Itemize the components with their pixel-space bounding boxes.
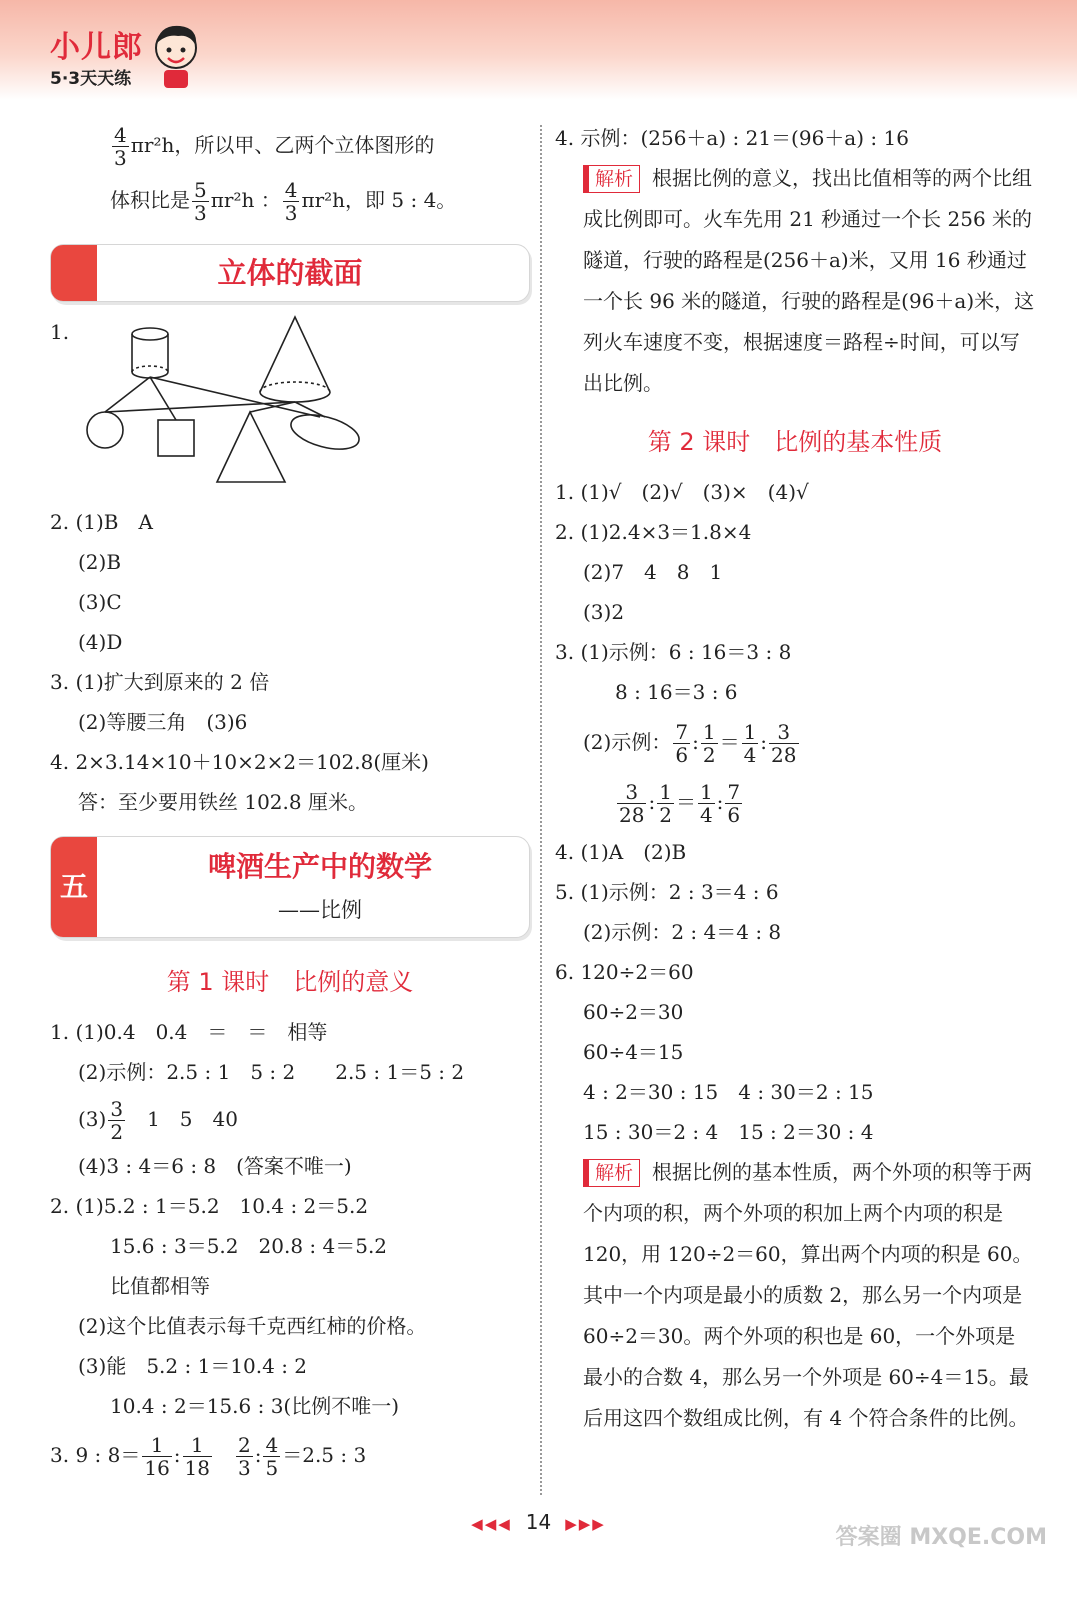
fraction: $\frac{4}{5}$ [265,1433,279,1480]
analysis-label: 解析 [583,165,640,193]
answer-line: 2. (1)5.2 : 1＝5.2 10.4 : 2＝5.2 [50,1194,369,1218]
answer-line: (2)7 4 8 1 [583,560,723,584]
answer-line: 60÷2＝30 [583,1000,684,1024]
left-column [50,120,530,1484]
answer-line: (2)示例：2 : 4＝4 : 8 [583,920,782,944]
answer-line: 8 : 16＝3 : 6 [615,680,738,704]
answer-line: 1. (1)0.4 0.4 ＝ ＝ 相等 [50,1020,328,1044]
matching-diagram [80,312,400,502]
fraction: $\frac{7}{6}$ [675,720,689,767]
column-divider [540,125,542,1495]
answer-line: 4. 2×3.14×10＋10×2×2＝102.8(厘米) [50,750,429,774]
fraction: $\frac{1}{16}$ [144,1433,170,1480]
lesson-title: 第 1 课时 比例的意义 [166,968,414,996]
answer-line: 比值都相等 [110,1274,210,1298]
answer-line: 6. 120÷2＝60 [555,960,694,984]
section-banner [50,244,530,302]
fraction: $\frac{2}{3}$ [238,1433,251,1480]
analysis-label: 解析 [583,1159,640,1187]
answer-line: (4)3 : 4＝6 : 8 (答案不唯一) [78,1154,352,1178]
answer-line: (2)B [78,550,122,574]
page-number: 14 [525,1510,552,1534]
answer-line: (3)2 [583,600,625,624]
intro-line-2: 体积比是 $\frac{5}{3}$ πr²h ： $\frac{4}{3}$ πr²h，即 5 : 4。 [110,178,457,225]
intro-line-1: $\frac{4}{3}$ πr²h，所以甲、乙两个立体图形的 [114,123,435,170]
answer-line: 60÷4＝15 [583,1040,684,1064]
analysis-paragraph: 解析 根据比例的意义，找出比值相等的两个比组成比例即可。火车先用 21 秒通过一个长 256 米的隧道，行驶的路程是(256＋a)米，又用 16 秒通过一个长 96 米的隧道，行驶的路程是(96＋a)米，这列火车速度不变，根据速度＝路程÷时间，可以写出比例。 [583,166,1035,395]
answer-line: 5. (1)示例：2 : 3＝4 : 6 [555,880,779,904]
answer-line: (4)D [78,630,123,654]
fraction: $\frac{7}{6}$ [727,780,741,827]
fraction: $\frac{4}{3}$ [284,178,298,225]
mascot-icon [150,20,202,90]
unit-title: 啤酒生产中的数学 [207,850,432,883]
answer-line: (3)能 5.2 : 1＝10.4 : 2 [78,1354,308,1378]
answer-line: 3. 9 : 8＝ $\frac{1}{16}$ : $\frac{1}{18}$ $\frac{2}{3}$ : $\frac{4}{5}$ ＝2.5 : 3 [50,1433,367,1480]
fraction: $\frac{1}{2}$ [702,720,716,767]
fraction: $\frac{3}{28}$ [771,720,797,767]
logo-subtitle: 5·3天天练 [50,69,132,89]
analysis-paragraph: 解析 根据比例的基本性质，两个外项的积等于两个内项的积，两个外项的积加上两个内项的积是 120，用 120÷2＝60，算出两个内项的积是 60。其中一个内项是最小的质数 2，那么另一个内项是 60÷2＝30。两个外项的积也是 60，一个外项是最小的合数 4，那么另一个外项是 60÷4＝15。最后用这四个数组成比例，有 4 个符合条件的比例。 [583,1160,1033,1430]
answer-line: 15 : 30＝2 : 4 15 : 2＝30 : 4 [583,1120,874,1144]
answer-line: 2. (1)B A [50,510,153,534]
fraction: $\frac{1}{4}$ [699,780,713,827]
next-arrows-icon: ▶▶▶ [565,1515,606,1533]
fraction: $\frac{1}{2}$ [659,780,672,827]
answer-line: $\frac{3}{28}$ : $\frac{1}{2}$ ＝ $\frac{1}{4}$ : $\frac{7}{6}$ [619,780,741,827]
answer-line: (2)示例：2.5 : 1 5 : 2 2.5 : 1＝5 : 2 [78,1060,465,1084]
answer-line: (2)示例： $\frac{7}{6}$ : $\frac{1}{2}$ ＝ $\frac{1}{4}$ : $\frac{3}{28}$ [583,720,797,767]
right-column [555,118,1035,1439]
brand-logo [50,22,143,89]
answer-line: 4 : 2＝30 : 15 4 : 30＝2 : 15 [583,1080,874,1104]
unit-subtitle: ——比例 [278,898,362,922]
answer-line: (2)这个比值表示每千克西红柿的价格。 [78,1314,427,1338]
prev-arrows-icon: ◀◀◀ [471,1515,512,1533]
answer-line: 答：至少要用铁丝 102.8 厘米。 [78,790,368,814]
answer-line: 10.4 : 2＝15.6 : 3(比例不唯一) [110,1394,400,1418]
logo-name: 小儿郎 [50,30,143,65]
answer-line: 1. (1)√ (2)√ (3)× (4)√ [555,480,809,504]
answer-line: 4. (1)A (2)B [555,840,687,864]
answer-line: 3. (1)示例：6 : 16＝3 : 8 [555,640,792,664]
unit-tab: 五 [51,837,97,937]
answer-line: 2. (1)2.4×3＝1.8×4 [555,520,752,544]
answer-line: 15.6 : 3＝5.2 20.8 : 4＝5.2 [110,1234,388,1258]
fraction: $\frac{4}{3}$ [114,123,127,170]
watermark: 答案圈 MXQE.COM [835,1525,1047,1550]
answer-line: (3) $\frac{3}{2}$ 1 5 40 [78,1097,238,1144]
fraction: $\frac{1}{4}$ [743,720,757,767]
fraction: $\frac{3}{2}$ [110,1097,124,1144]
fraction: $\frac{3}{28}$ [619,780,645,827]
answer-line: (2)等腰三角 (3)6 [78,710,248,734]
answer-line: 4. 示例：(256＋a) : 21＝(96＋a) : 16 [555,126,909,150]
fraction: $\frac{5}{3}$ [194,178,207,225]
answer-line: (3)C [78,590,122,614]
shapes-matching-figure [50,312,530,502]
section-title: 立体的截面 [217,256,363,290]
fraction: $\frac{1}{18}$ [184,1433,210,1480]
answer-line: 3. (1)扩大到原来的 2 倍 [50,670,270,694]
question-number: 1. [50,320,70,344]
lesson-title: 第 2 课时 比例的基本性质 [647,428,943,456]
unit-banner [50,836,530,938]
